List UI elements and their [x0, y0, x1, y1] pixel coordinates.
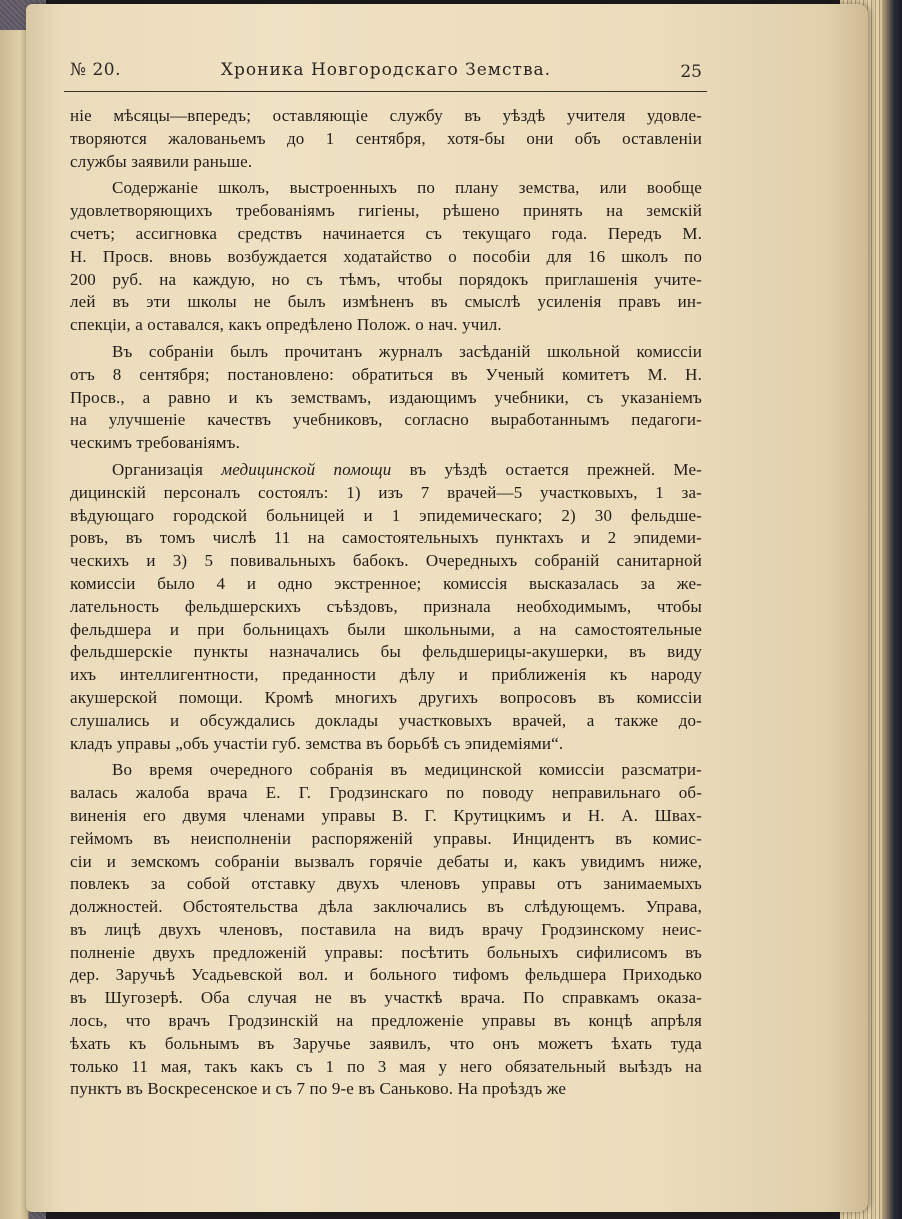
- text-line: дицинскiй персоналъ состоялъ: 1) изъ 7 врачей—5 участковыхъ, 1 за-: [70, 482, 702, 502]
- text-line: въ Шугозерѣ. Оба случая не въ участкѣ врача. По справкамъ оказа-: [70, 988, 702, 1008]
- page-number: 25: [680, 62, 702, 82]
- text-line: кладъ управы „объ участiи губ. земства въ борьбѣ съ эпидемiями“.: [70, 733, 564, 753]
- text-line: слушались и обсуждались доклады участковыхъ врачей, а также до-: [70, 710, 702, 730]
- text-line: Организацiя медицинской помощи въ уѣздѣ остается прежней. Ме-: [112, 459, 702, 479]
- paragraph: [70, 459, 702, 755]
- text-line: дер. Заручьѣ Усадьевской вол. и больного тифомъ фельдшера Приходько: [70, 965, 702, 985]
- text-line: въ лицѣ двухъ членовъ, поставила на видъ врачу Гродзинскому неис-: [70, 919, 702, 939]
- text-line: лось, что врачъ Гродзинскiй на предложенiе управы въ концѣ апрѣля: [70, 1011, 702, 1031]
- previous-page-edge: [0, 30, 29, 1219]
- text-line: лей въ эти школы не былъ измѣненъ въ смыслѣ усиленiя правъ ин-: [70, 292, 702, 312]
- text-line: сiи и земскомъ собранiи вызвалъ горячiе дебаты и, какъ увидимъ ниже,: [70, 851, 702, 871]
- text-line: творяются жалованьемъ до 1 сентября, хотя-бы они объ оставленiи: [70, 128, 702, 148]
- text-line: удовлетворяющихъ требованiямъ гигiены, рѣшено принять на земскiй: [70, 201, 702, 221]
- text-line: ѣхать къ больнымъ въ Заручье заявилъ, что онъ можетъ ѣхать туда: [70, 1033, 702, 1053]
- text-line: на улучшенiе качествъ учебниковъ, согласно выработаннымъ педагоги-: [70, 410, 702, 430]
- body-text: [70, 105, 702, 1101]
- text-line: ческимъ требованiямъ.: [70, 433, 240, 453]
- text-line: спекцiи, а оставался, какъ опредѣлено Полож. о нач. учил.: [70, 315, 502, 335]
- text-line: нiе мѣсяцы—впередъ; оставляющiе службу въ уѣздѣ учителя удовле-: [70, 106, 702, 125]
- text-line: ческихъ и 3) 5 повивальныхъ бабокъ. Очередныхъ собранiй санитарной: [70, 551, 702, 571]
- text-line: Н. Просв. вновь возбуждается ходатайство о пособiи для 16 школъ по: [70, 246, 702, 266]
- text-line: Въ собранiи былъ прочитанъ журналъ засѣданiй школьной комиссiи: [112, 341, 702, 361]
- text-line: валась жалоба врача Е. Г. Гродзинскаго по поводу неправильнаго об-: [70, 783, 702, 803]
- issue-number: № 20.: [70, 60, 122, 80]
- text-line: ровъ, въ томъ числѣ 11 на самостоятельныхъ пунктахъ и 2 эпидеми-: [70, 528, 702, 548]
- text-line: вѣдующаго городской больницей и 1 эпидемическаго; 2) 30 фельдше-: [70, 505, 702, 525]
- text-line: 200 руб. на каждую, но съ тѣмъ, чтобы порядокъ приглашенiя учите-: [70, 269, 702, 289]
- text-line: геймомъ въ неисполненiи распоряженiй управы. Инцидентъ въ комис-: [70, 828, 702, 848]
- text-line: лательность фельдшерскихъ съѣздовъ, признала необходимымъ, чтобы: [70, 596, 702, 616]
- text-line: должностей. Обстоятельства дѣла заключались въ слѣдующемъ. Управа,: [70, 897, 702, 917]
- text-line: акушерской помощи. Кромѣ многихъ другихъ вопросовъ въ комиссiи: [70, 687, 702, 707]
- text-line: счетъ; ассигновка средствъ начинается съ текущаго года. Передъ М.: [70, 223, 702, 243]
- paragraph: [70, 105, 702, 173]
- text-line: Просв., а равно и къ земствамъ, издающимъ учебники, съ указанiемъ: [70, 387, 702, 407]
- text-line: повлекъ за собой отставку двухъ членовъ управы отъ занимаемыхъ: [70, 874, 702, 894]
- paragraph: [70, 177, 702, 337]
- journal-title: Хроника Новгородскаго Земства.: [220, 60, 552, 80]
- text-line: комиссiи было 4 и одно экстренное; комиссiя высказалась за же-: [70, 573, 702, 593]
- paragraph: [70, 759, 702, 1101]
- text-line: ихъ интеллигентности, преданности дѣлу и приближенiя къ народу: [70, 665, 702, 685]
- text-line: виненiя его двумя членами управы В. Г. Крутицкимъ и Н. А. Швах-: [70, 805, 702, 825]
- running-header: [70, 60, 702, 88]
- text-line: только 11 мая, такъ какъ съ 1 по 3 мая у него обязательный выѣздъ на: [70, 1056, 702, 1076]
- text-line: Содержанiе школъ, выстроенныхъ по плану земства, или вообще: [112, 178, 702, 198]
- header-rule: [64, 91, 707, 92]
- text-line: фельдшерскiе пункты назначались бы фельдшерицы-акушерки, въ виду: [70, 642, 702, 662]
- text-line: пунктъ въ Воскресенское и съ 7 по 9-е въ Саньково. На проѣздъ же: [70, 1079, 567, 1099]
- text-line: Во время очередного собранiя въ медицинской комиссiи разсматри-: [112, 760, 702, 780]
- text-line: фельдшера и при больницахъ были школьными, а на самостоятельные: [70, 619, 702, 639]
- paragraph: [70, 341, 702, 455]
- text-line: службы заявили раньше.: [70, 151, 253, 171]
- text-line: отъ 8 сентября; постановлено: обратиться въ Ученый комитетъ М. Н.: [70, 364, 702, 384]
- text-line: полненiе двухъ предложенiй управы: посѣтить больныхъ сифилисомъ въ: [70, 942, 702, 962]
- page-stack-shadow: [882, 0, 902, 1219]
